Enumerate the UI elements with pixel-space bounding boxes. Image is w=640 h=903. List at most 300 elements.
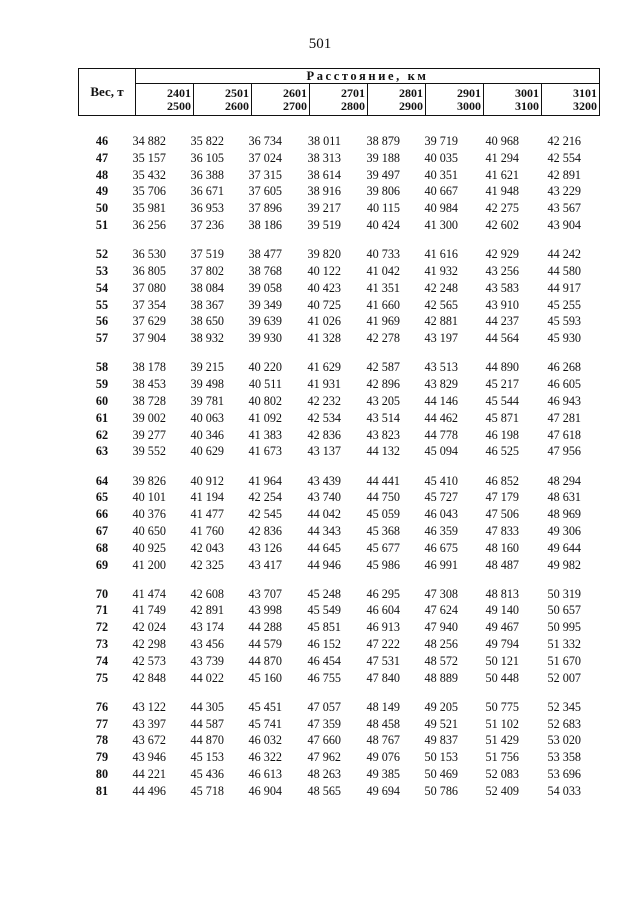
value-cell: 43 583: [485, 280, 519, 295]
value-cell: 53 696: [547, 767, 581, 782]
value-cell: 45 160: [248, 670, 282, 685]
value-cell: 46 152: [307, 637, 341, 652]
weight-cell: 74: [95, 653, 109, 668]
value-cell: 48 969: [547, 507, 581, 522]
value-cell: 44 132: [366, 444, 400, 459]
table-row: [82, 783, 622, 800]
range-from: 3001: [515, 85, 539, 100]
value-cell: 50 786: [424, 783, 458, 798]
value-cell: 39 277: [132, 427, 166, 442]
table-row: [82, 699, 622, 716]
value-cell: 43 137: [307, 444, 341, 459]
value-cell: 45 549: [307, 603, 341, 618]
value-cell: 48 487: [485, 557, 519, 572]
value-cell: 46 943: [547, 393, 581, 408]
table-row: [82, 376, 622, 393]
table-row: [82, 540, 622, 557]
value-cell: 36 105: [190, 150, 224, 165]
value-cell: 54 033: [547, 783, 581, 798]
value-cell: 40 101: [132, 490, 166, 505]
value-cell: 43 122: [132, 699, 166, 714]
value-cell: 37 236: [190, 217, 224, 232]
table-row: [82, 557, 622, 574]
value-cell: 44 587: [190, 716, 224, 731]
value-cell: 42 024: [132, 620, 166, 635]
table-row: [82, 427, 622, 444]
value-cell: 49 385: [366, 767, 400, 782]
value-cell: 48 458: [366, 716, 400, 731]
value-cell: 44 890: [485, 360, 519, 375]
value-cell: 45 677: [366, 540, 400, 555]
value-cell: 45 410: [424, 473, 458, 488]
value-cell: 40 035: [424, 150, 458, 165]
value-cell: 40 423: [307, 280, 341, 295]
value-cell: 53 358: [547, 750, 581, 765]
weight-cell: 61: [95, 410, 109, 425]
value-cell: 40 912: [190, 473, 224, 488]
value-cell: 42 896: [366, 377, 400, 392]
table-row: [82, 313, 622, 330]
value-cell: 44 778: [424, 427, 458, 442]
value-cell: 49 140: [485, 603, 519, 618]
value-cell: 44 496: [132, 783, 166, 798]
value-cell: 46 198: [485, 427, 519, 442]
value-cell: 44 221: [132, 767, 166, 782]
value-cell: 41 026: [307, 314, 341, 329]
range-to: 2600: [225, 98, 249, 113]
value-cell: 42 278: [366, 331, 400, 346]
weight-cell: 50: [95, 201, 109, 216]
value-cell: 43 205: [366, 393, 400, 408]
value-cell: 48 294: [547, 473, 581, 488]
value-cell: 48 565: [307, 783, 341, 798]
value-cell: 46 852: [485, 473, 519, 488]
weight-column-header: Вес, т: [79, 69, 136, 116]
value-cell: 36 734: [248, 134, 282, 148]
value-cell: 46 043: [424, 507, 458, 522]
value-cell: 41 969: [366, 314, 400, 329]
value-cell: 42 891: [190, 603, 224, 618]
value-cell: 38 453: [132, 377, 166, 392]
value-cell: 53 020: [547, 733, 581, 748]
value-cell: 43 707: [248, 586, 282, 601]
weight-cell: 75: [95, 670, 109, 685]
value-cell: 44 946: [307, 557, 341, 572]
value-cell: 46 359: [424, 523, 458, 538]
distance-range-header: [484, 84, 542, 116]
value-cell: 47 281: [547, 410, 581, 425]
value-cell: 41 760: [190, 523, 224, 538]
value-cell: 39 058: [248, 280, 282, 295]
value-cell: 39 519: [307, 217, 341, 232]
value-cell: 46 755: [307, 670, 341, 685]
value-cell: 38 879: [366, 134, 400, 148]
value-cell: 40 122: [307, 263, 341, 278]
table-row: [82, 619, 622, 636]
value-cell: 43 513: [424, 360, 458, 375]
value-cell: 40 650: [132, 523, 166, 538]
table-row: [82, 150, 622, 167]
value-cell: 40 629: [190, 444, 224, 459]
value-cell: 47 956: [547, 444, 581, 459]
value-cell: 49 205: [424, 699, 458, 714]
distance-range-header: [368, 84, 426, 116]
value-cell: 41 294: [485, 150, 519, 165]
value-cell: 39 552: [132, 444, 166, 459]
value-cell: 49 306: [547, 523, 581, 538]
table-row: [82, 280, 622, 297]
value-cell: 42 848: [132, 670, 166, 685]
table-row: [82, 443, 622, 460]
value-cell: 41 300: [424, 217, 458, 232]
value-cell: 41 351: [366, 280, 400, 295]
distance-range-header: [426, 84, 484, 116]
value-cell: 51 429: [485, 733, 519, 748]
value-cell: 41 200: [132, 557, 166, 572]
value-cell: 47 940: [424, 620, 458, 635]
value-cell: 44 237: [485, 314, 519, 329]
value-cell: 38 084: [190, 280, 224, 295]
value-cell: 48 767: [366, 733, 400, 748]
value-cell: 43 910: [485, 297, 519, 312]
value-cell: 47 308: [424, 586, 458, 601]
distance-ranges-row: [79, 84, 600, 116]
value-cell: 52 409: [485, 783, 519, 798]
value-cell: 48 889: [424, 670, 458, 685]
value-cell: 46 605: [547, 377, 581, 392]
value-cell: 47 506: [485, 507, 519, 522]
table-row: [82, 133, 622, 150]
value-cell: 35 822: [190, 134, 224, 148]
value-cell: 47 962: [307, 750, 341, 765]
weight-cell: 70: [95, 586, 109, 601]
value-cell: 36 805: [132, 263, 166, 278]
range-from: 3101: [573, 85, 597, 100]
value-cell: 39 349: [248, 297, 282, 312]
value-cell: 36 530: [132, 247, 166, 262]
weight-cell: 69: [95, 557, 109, 572]
weight-cell: 80: [95, 767, 109, 782]
value-cell: 39 217: [307, 201, 341, 216]
row-group: [82, 359, 622, 460]
value-cell: 48 572: [424, 653, 458, 668]
value-cell: 44 564: [485, 331, 519, 346]
value-cell: 39 639: [248, 314, 282, 329]
weight-cell: 59: [95, 377, 109, 392]
weight-cell: 55: [95, 297, 109, 312]
value-cell: 40 063: [190, 410, 224, 425]
value-cell: 38 367: [190, 297, 224, 312]
value-cell: 37 354: [132, 297, 166, 312]
value-cell: 41 931: [307, 377, 341, 392]
value-cell: 41 477: [190, 507, 224, 522]
value-cell: 45 094: [424, 444, 458, 459]
value-cell: 44 042: [307, 507, 341, 522]
row-group: [82, 133, 622, 234]
range-to: 2900: [399, 98, 423, 113]
weight-cell: 71: [95, 603, 109, 618]
value-cell: 38 728: [132, 393, 166, 408]
value-cell: 50 153: [424, 750, 458, 765]
table-row: [82, 732, 622, 749]
distance-range-header: [136, 84, 194, 116]
value-cell: 42 602: [485, 217, 519, 232]
value-cell: 41 092: [248, 410, 282, 425]
weight-cell: 51: [95, 217, 109, 232]
value-cell: 38 650: [190, 314, 224, 329]
value-cell: 40 351: [424, 167, 458, 182]
weight-cell: 46: [95, 134, 109, 148]
weight-cell: 53: [95, 263, 109, 278]
value-cell: 38 768: [248, 263, 282, 278]
value-cell: 46 032: [248, 733, 282, 748]
value-cell: 42 836: [307, 427, 341, 442]
value-cell: 43 417: [248, 557, 282, 572]
value-cell: 41 383: [248, 427, 282, 442]
value-cell: 50 121: [485, 653, 519, 668]
value-cell: 42 836: [248, 523, 282, 538]
value-cell: 43 197: [424, 331, 458, 346]
value-cell: 46 525: [485, 444, 519, 459]
weight-cell: 64: [95, 473, 109, 488]
value-cell: 41 932: [424, 263, 458, 278]
value-cell: 48 256: [424, 637, 458, 652]
value-cell: 40 925: [132, 540, 166, 555]
value-cell: 49 521: [424, 716, 458, 731]
value-cell: 48 263: [307, 767, 341, 782]
value-cell: 46 454: [307, 653, 341, 668]
value-cell: 44 343: [307, 523, 341, 538]
value-cell: 43 946: [132, 750, 166, 765]
value-cell: 42 254: [248, 490, 282, 505]
value-cell: 48 160: [485, 540, 519, 555]
value-cell: 47 359: [307, 716, 341, 731]
table-row: [82, 506, 622, 523]
weight-cell: 72: [95, 620, 109, 635]
value-cell: 35 432: [132, 167, 166, 182]
value-cell: 41 673: [248, 444, 282, 459]
value-cell: 43 126: [248, 540, 282, 555]
value-cell: 44 146: [424, 393, 458, 408]
value-cell: 50 775: [485, 699, 519, 714]
value-cell: 51 670: [547, 653, 581, 668]
value-cell: 46 675: [424, 540, 458, 555]
weight-cell: 78: [95, 733, 109, 748]
range-to: 2700: [283, 98, 307, 113]
value-cell: 38 614: [307, 167, 341, 182]
value-cell: 38 186: [248, 217, 282, 232]
table-row: [82, 263, 622, 280]
value-cell: 40 346: [190, 427, 224, 442]
table-row: [82, 167, 622, 184]
value-cell: 43 904: [547, 217, 581, 232]
value-cell: 45 059: [366, 507, 400, 522]
value-cell: 47 222: [366, 637, 400, 652]
value-cell: 52 683: [547, 716, 581, 731]
table-row: [82, 636, 622, 653]
value-cell: 43 514: [366, 410, 400, 425]
value-cell: 42 325: [190, 557, 224, 572]
value-cell: 44 242: [547, 247, 581, 262]
value-cell: 38 932: [190, 331, 224, 346]
range-from: 2401: [167, 85, 191, 100]
value-cell: 47 840: [366, 670, 400, 685]
value-cell: 50 995: [547, 620, 581, 635]
value-cell: 45 368: [366, 523, 400, 538]
value-cell: 37 802: [190, 263, 224, 278]
value-cell: 40 802: [248, 393, 282, 408]
value-cell: 43 174: [190, 620, 224, 635]
weight-cell: 47: [95, 150, 109, 165]
table-row: [82, 393, 622, 410]
value-cell: 37 896: [248, 201, 282, 216]
value-cell: 38 916: [307, 184, 341, 199]
value-cell: 42 565: [424, 297, 458, 312]
value-cell: 47 660: [307, 733, 341, 748]
value-cell: 42 891: [547, 167, 581, 182]
value-cell: 49 467: [485, 620, 519, 635]
value-cell: 43 439: [307, 473, 341, 488]
value-cell: 40 376: [132, 507, 166, 522]
value-cell: 39 826: [132, 473, 166, 488]
value-cell: 39 930: [248, 331, 282, 346]
range-to: 2500: [167, 98, 191, 113]
table-row: [82, 489, 622, 506]
value-cell: 44 870: [190, 733, 224, 748]
value-cell: 40 511: [248, 377, 282, 392]
range-to: 3000: [457, 98, 481, 113]
value-cell: 45 436: [190, 767, 224, 782]
value-cell: 45 871: [485, 410, 519, 425]
value-cell: 40 725: [307, 297, 341, 312]
weight-cell: 54: [95, 280, 109, 295]
value-cell: 45 930: [547, 331, 581, 346]
value-cell: 39 498: [190, 377, 224, 392]
value-cell: 44 579: [248, 637, 282, 652]
table-row: [82, 716, 622, 733]
value-cell: 43 823: [366, 427, 400, 442]
value-cell: 42 881: [424, 314, 458, 329]
value-cell: 45 217: [485, 377, 519, 392]
value-cell: 43 672: [132, 733, 166, 748]
value-cell: 52 345: [547, 699, 581, 714]
table-row: [82, 670, 622, 687]
weight-cell: 77: [95, 716, 109, 731]
value-cell: 42 608: [190, 586, 224, 601]
value-cell: 37 080: [132, 280, 166, 295]
weight-cell: 60: [95, 393, 109, 408]
weight-cell: 58: [95, 360, 109, 375]
value-cell: 47 618: [547, 427, 581, 442]
value-cell: 42 534: [307, 410, 341, 425]
page-number: 501: [308, 36, 332, 52]
value-cell: 44 580: [547, 263, 581, 278]
range-from: 2601: [283, 85, 307, 100]
value-cell: 42 587: [366, 360, 400, 375]
value-cell: 50 319: [547, 586, 581, 601]
value-cell: 42 275: [485, 201, 519, 216]
table-row: [82, 330, 622, 347]
range-from: 2801: [399, 85, 423, 100]
value-cell: 34 882: [132, 134, 166, 148]
table-row: [82, 586, 622, 603]
value-cell: 44 441: [366, 473, 400, 488]
value-cell: 49 644: [547, 540, 581, 555]
distance-range-header: [252, 84, 310, 116]
value-cell: 38 313: [307, 150, 341, 165]
table-row: [82, 410, 622, 427]
table-row: [82, 246, 622, 263]
value-cell: 50 657: [547, 603, 581, 618]
value-cell: 49 694: [366, 783, 400, 798]
value-cell: 43 229: [547, 184, 581, 199]
value-cell: 45 727: [424, 490, 458, 505]
value-cell: 48 149: [366, 699, 400, 714]
value-cell: 41 964: [248, 473, 282, 488]
value-cell: 42 554: [547, 150, 581, 165]
value-cell: 37 315: [248, 167, 282, 182]
value-cell: 40 968: [485, 134, 519, 148]
value-cell: 46 604: [366, 603, 400, 618]
value-cell: 39 002: [132, 410, 166, 425]
value-cell: 42 298: [132, 637, 166, 652]
value-cell: 35 981: [132, 201, 166, 216]
value-cell: 50 469: [424, 767, 458, 782]
value-cell: 46 268: [547, 360, 581, 375]
value-cell: 51 332: [547, 637, 581, 652]
value-cell: 40 220: [248, 360, 282, 375]
table-row: [82, 297, 622, 314]
value-cell: 42 232: [307, 393, 341, 408]
weight-cell: 52: [95, 247, 109, 262]
value-cell: 38 477: [248, 247, 282, 262]
value-cell: 40 984: [424, 201, 458, 216]
value-cell: 47 057: [307, 699, 341, 714]
value-cell: 47 624: [424, 603, 458, 618]
table-row: [82, 200, 622, 217]
value-cell: 35 157: [132, 150, 166, 165]
value-cell: 37 629: [132, 314, 166, 329]
weight-cell: 63: [95, 444, 109, 459]
value-cell: 41 621: [485, 167, 519, 182]
value-cell: 42 216: [547, 134, 581, 148]
value-cell: 40 667: [424, 184, 458, 199]
distance-range-header: [542, 84, 600, 116]
value-cell: 42 248: [424, 280, 458, 295]
distance-header: Расстояние, км: [136, 69, 600, 84]
table-header: [78, 68, 600, 116]
distance-range-header: [194, 84, 252, 116]
value-cell: 39 719: [424, 134, 458, 148]
value-cell: 52 083: [485, 767, 519, 782]
value-cell: 35 706: [132, 184, 166, 199]
table-row: [82, 217, 622, 234]
weight-cell: 73: [95, 637, 109, 652]
row-group: [82, 699, 622, 800]
value-cell: 48 631: [547, 490, 581, 505]
table-row: [82, 473, 622, 490]
value-cell: 36 256: [132, 217, 166, 232]
value-cell: 43 829: [424, 377, 458, 392]
table-row: [82, 653, 622, 670]
value-cell: 43 740: [307, 490, 341, 505]
value-cell: 41 328: [307, 331, 341, 346]
value-cell: 44 870: [248, 653, 282, 668]
value-cell: 41 194: [190, 490, 224, 505]
value-cell: 43 739: [190, 653, 224, 668]
value-cell: 41 042: [366, 263, 400, 278]
table-row: [82, 766, 622, 783]
